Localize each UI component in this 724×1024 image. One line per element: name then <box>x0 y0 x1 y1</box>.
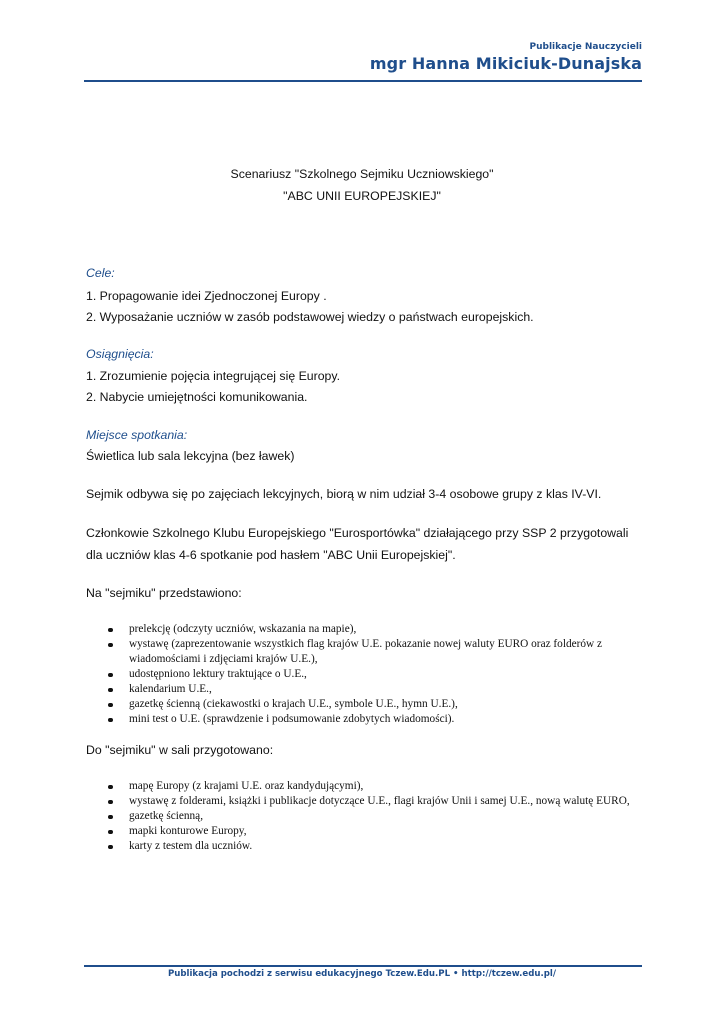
presented-intro: Na "sejmiku" przedstawiono: <box>86 586 242 600</box>
header-subtitle: Publikacje Nauczycieli <box>529 42 642 52</box>
goals-heading: Cele: <box>86 266 115 280</box>
list-item: wystawę (zaprezentowanie wszystkich flag krajów U.E. pokazanie nowej waluty EURO oraz folderów z wiadomościami i zdjęciami krajów U.E.), <box>108 637 648 667</box>
goal-item: 1. Propagowanie idei Zjednoczonej Europy . <box>86 289 327 303</box>
document-subtitle: "ABC UNII EUROPEJSKIEJ" <box>283 189 441 203</box>
goal-item: 2. Wyposażanie uczniów w zasób podstawowej wiedzy o państwach europejskich. <box>86 310 534 324</box>
achievement-item: 1. Zrozumienie pojęcia integrującej się Europy. <box>86 369 341 383</box>
club-paragraph-line2: dla uczniów klas 4-6 spotkanie pod hasłem "ABC Unii Europejskiej". <box>86 548 456 562</box>
footer-divider <box>84 965 642 967</box>
footer-text: Publikacja pochodzi z serwisu edukacyjnego Tczew.Edu.PL • http://tczew.edu.pl/ <box>167 969 557 979</box>
list-item: karty z testem dla uczniów. <box>108 839 648 854</box>
list-item: prelekcję (odczyty uczniów, wskazania na mapie), <box>108 622 648 637</box>
club-paragraph-line1: Członkowie Szkolnego Klubu Europejskiego "Eurosportówka" działającego przy SSP 2 przygotowali <box>86 526 629 540</box>
document-title: Scenariusz "Szkolnego Sejmiku Uczniowskiego" <box>230 167 494 181</box>
venue-heading: Miejsce spotkania: <box>86 428 188 442</box>
achievement-item: 2. Nabycie umiejętności komunikowania. <box>86 390 308 404</box>
prepared-intro: Do "sejmiku" w sali przygotowano: <box>86 743 274 757</box>
achievements-heading: Osiągnięcia: <box>86 347 154 361</box>
list-item: gazetkę ścienną, <box>108 809 648 824</box>
schedule-paragraph: Sejmik odbywa się po zajęciach lekcyjnych, biorą w nim udział 3-4 osobowe grupy z klas IV-VI. <box>86 487 602 501</box>
presented-list <box>108 622 648 727</box>
list-item: mini test o U.E. (sprawdzenie i podsumowanie zdobytych wiadomości). <box>108 712 648 727</box>
list-item: kalendarium U.E., <box>108 682 648 697</box>
header-divider <box>84 80 642 82</box>
list-item: wystawę z folderami, książki i publikacje dotyczące U.E., flagi krajów Unii i samej U.E., nową walutę EURO, <box>108 794 648 809</box>
author-name: mgr Hanna Mikiciuk-Dunajska <box>369 54 642 73</box>
list-item: udostępniono lektury traktujące o U.E., <box>108 667 648 682</box>
list-item: gazetkę ścienną (ciekawostki o krajach U.E., symbole U.E., hymn U.E.), <box>108 697 648 712</box>
list-item: mapki konturowe Europy, <box>108 824 648 839</box>
list-item: mapę Europy (z krajami U.E. oraz kandydującymi), <box>108 779 648 794</box>
prepared-list <box>108 779 648 854</box>
venue-text: Świetlica lub sala lekcyjna (bez ławek) <box>86 449 295 463</box>
